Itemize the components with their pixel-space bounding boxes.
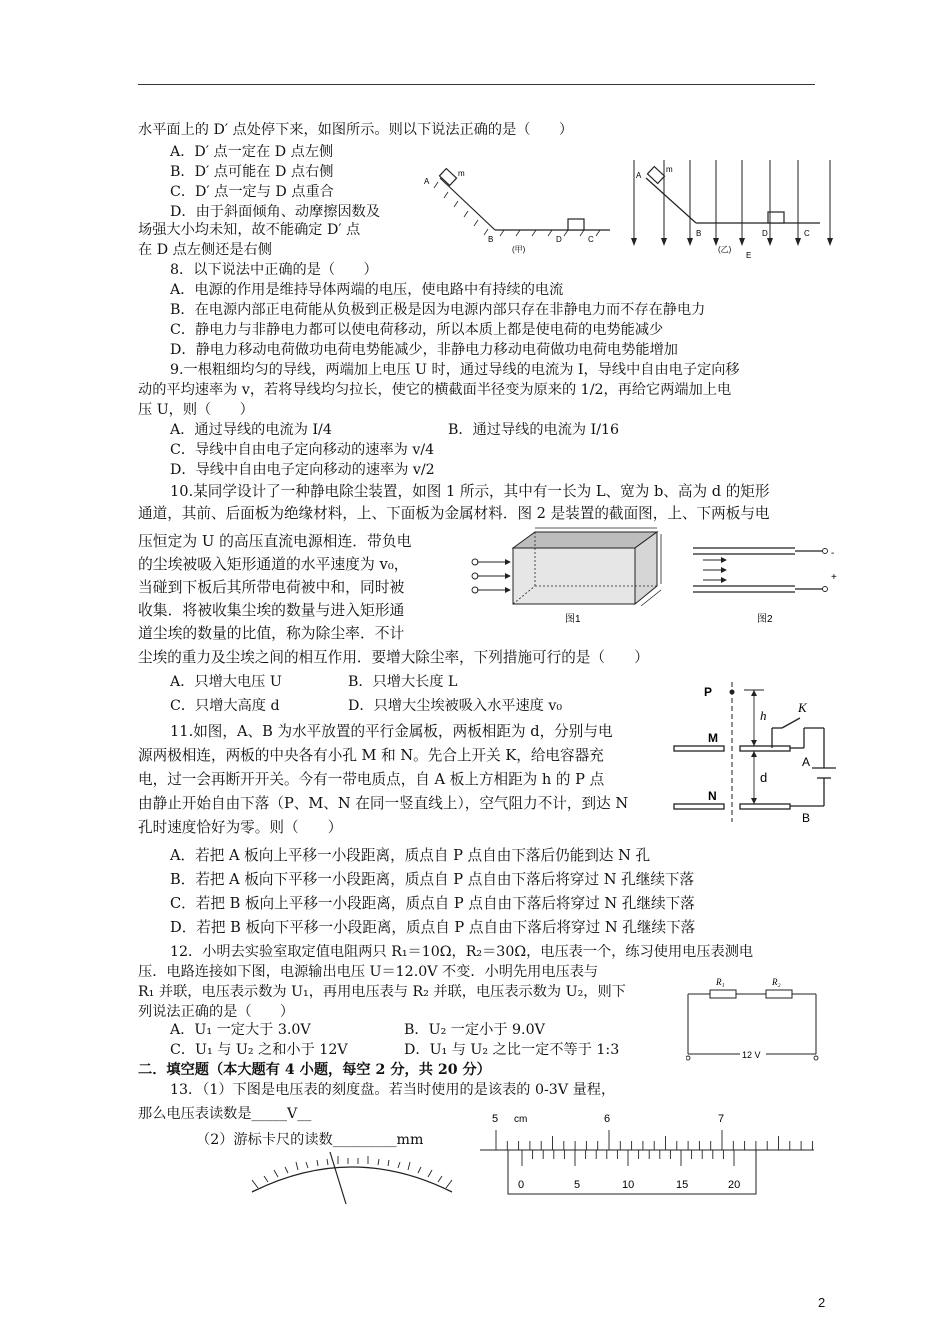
option-a: A．通过导线的电流为 I/4 <box>170 422 332 438</box>
label-c: C <box>588 235 594 244</box>
label-b: B <box>696 229 702 238</box>
voltmeter-dial <box>246 1148 458 1206</box>
option-c: C．只增大高度 d <box>170 698 280 714</box>
caption-fig2: 图2 <box>757 614 773 625</box>
vernier-label-15: 15 <box>676 1179 689 1191</box>
slope-diagram <box>420 158 840 263</box>
text-line: 压 U，则（ ） <box>138 402 254 418</box>
caption-jia: (甲) <box>512 245 526 254</box>
option-c: C．导线中自由电子定向移动的速率为 v/4 <box>170 442 435 458</box>
label-r2: R₂ <box>772 977 781 987</box>
label-a: A <box>636 171 642 180</box>
text-line: 那么电压表读数是_____V__ <box>138 1106 312 1122</box>
text-line: 压．电路连接如下图，电源输出电压 U＝12.0V 不变．小明先用电压表与 <box>138 964 599 980</box>
text-line: R₁ 并联，电压表示数为 U₁，再用电压表与 R₂ 并联，电压表示数为 U₂，则下 <box>138 984 626 1000</box>
label-n: N <box>708 789 717 803</box>
question-13: 13．（1）下图是电压表的刻度盘。若当时使用的是该表的 0-3V 量程， <box>170 1082 616 1098</box>
question-9: 9.一根粗细均匀的导线，两端加上电压 U 时，通过导线的电流为 I，导线中自由电子定向移 <box>170 362 740 378</box>
vernier-caliper <box>478 1108 818 1196</box>
question-11: 11.如图，A、B 为水平放置的平行金属板，两板相距为 d，分别与电 <box>170 723 613 740</box>
label-m: M <box>708 731 718 745</box>
section-heading: 二．填空题（本大题有 4 小题，每空 2 分，共 20 分） <box>138 1062 491 1078</box>
label-d: d <box>760 770 768 785</box>
label-a: A <box>424 177 430 186</box>
text-line: 动的平均速率为 v，若将导线均匀拉长，使它的横截面半径变为原来的 1/2，再给它两端加上电 <box>138 382 732 398</box>
option-a: A．若把 A 板向上平移一小段距离，质点自 P 点自由下落后仍能到达 N 孔 <box>170 847 651 864</box>
unit-label: cm <box>514 1114 528 1125</box>
question-8: 8．以下说法中正确的是（ ） <box>170 262 378 278</box>
option-b: B．D′ 点可能在 D 点右侧 <box>170 164 334 180</box>
page-number: 2 <box>818 1295 826 1310</box>
vernier-label-5: 5 <box>574 1179 581 1191</box>
text-line: 当碰到下板后其所带电荷被中和，同时被 <box>138 579 405 596</box>
main-label-5: 5 <box>492 1113 499 1125</box>
main-label-7: 7 <box>718 1113 725 1125</box>
option-b: B．只增大长度 L <box>348 674 458 690</box>
option-b: B．在电源内部正电荷能从负极到正极是因为电源内部只存在非静电力而不存在静电力 <box>170 302 706 318</box>
text-line: 场强大小均未知，故不能确定 D′ 点 <box>138 222 361 238</box>
option-b: B．U₂ 一定小于 9.0V <box>404 1022 545 1038</box>
text-line: 通道，其前、后面板为绝缘材料，上、下面板为金属材料．图 2 是装置的截面图，上、下两板与电 <box>138 505 770 522</box>
text-line: 由静止开始自由下落（P、M、N 在同一竖直线上），空气阻力不计，到达 N <box>138 795 629 812</box>
label-r1: R₁ <box>716 977 725 987</box>
option-d: D．静电力移动电荷做功电荷电势能减少，非静电力移动电荷做功电荷电势能增加 <box>170 342 678 358</box>
option-d: D．只增大尘埃被吸入水平速度 v₀ <box>348 698 563 714</box>
text-line: 道尘埃的数量的比值，称为除尘率．不计 <box>138 625 405 642</box>
label-p: P <box>704 685 713 699</box>
text-line: 压恒定为 U 的高压直流电源相连．带负电 <box>138 533 412 550</box>
label-voltage: 12 V <box>742 1050 761 1060</box>
option-d: D．导线中自由电子定向移动的速率为 v/2 <box>170 462 435 478</box>
vernier-label-20: 20 <box>728 1179 741 1191</box>
label-d: D <box>556 235 562 244</box>
option-c: C．D′ 点一定与 D 点重合 <box>170 184 334 200</box>
main-label-6: 6 <box>604 1113 611 1125</box>
option-c: C．静电力与非静电力都可以使电荷移动，所以本质上都是使电荷的电势能减少 <box>170 322 664 338</box>
label-c: C <box>804 229 810 238</box>
label-m: m <box>458 169 465 178</box>
question-12: 12．小明去实验室取定值电阻两只 R₁＝10Ω，R₂＝30Ω，电压表一个，练习使用电压表测电 <box>170 944 754 960</box>
option-b: B．若把 A 板向下平移一小段距离，质点自 P 点自由下落后将穿过 N 孔继续下落 <box>170 871 695 888</box>
option-d: D．若把 B 板向下平移一小段距离，质点自 P 点自由下落后将穿过 N 孔继续下落 <box>170 919 696 936</box>
option-a: A．D′ 点一定在 D 点左侧 <box>170 144 334 160</box>
capacitor-diagram <box>664 682 840 824</box>
text-line: 尘埃的重力及尘埃之间的相互作用．要增大除尘率，下列措施可行的是（ ） <box>138 649 649 666</box>
option-a: A．只增大电压 U <box>170 674 282 690</box>
label-a: A <box>802 755 811 769</box>
label-k: K <box>798 700 807 715</box>
text-line: 在 D 点左侧还是右侧 <box>138 242 272 258</box>
caption-fig1: 图1 <box>565 614 581 625</box>
option-b: B．通过导线的电流为 I/16 <box>448 422 620 438</box>
text-line: （2）游标卡尺的读数_________mm <box>196 1132 424 1148</box>
label-e: E <box>746 251 752 260</box>
label-b: B <box>802 811 811 824</box>
dust-collector-diagram <box>455 524 840 628</box>
caption-yi: (乙) <box>718 245 732 254</box>
text-line: 源两极相连，两板的中央各有小孔 M 和 N。先合上开关 K，给电容器充 <box>138 747 604 764</box>
text-line: 水平面上的 D′ 点处停下来，如图所示。则以下说法正确的是（ ） <box>138 122 574 138</box>
label-m: m <box>666 165 673 174</box>
label-h: h <box>760 708 767 723</box>
terminal-plus: + <box>831 572 837 583</box>
label-d: D <box>762 229 768 238</box>
question-10: 10.某同学设计了一种静电除尘装置，如图 1 所示，其中有一长为 L、宽为 b、高为 d 的矩形 <box>170 483 770 500</box>
vernier-label-0: 0 <box>518 1179 525 1191</box>
vernier-label-10: 10 <box>622 1179 635 1191</box>
text-line: 收集．将被收集尘埃的数量与进入矩形通 <box>138 602 405 619</box>
option-d: D．由于斜面倾角、动摩擦因数及 <box>170 204 381 220</box>
terminal-minus: - <box>831 548 835 559</box>
text-line: 孔时速度恰好为零。则（ ） <box>138 819 343 836</box>
option-d: D．U₁ 与 U₂ 之比一定不等于 1:3 <box>404 1042 620 1058</box>
option-c: C．若把 B 板向上平移一小段距离，质点自 P 点自由下落后将穿过 N 孔继续下落 <box>170 895 695 912</box>
text-line: 列说法正确的是（ ） <box>138 1004 295 1020</box>
text-line: 的尘埃被吸入矩形通道的水平速度为 v₀， <box>138 556 409 573</box>
text-line: 电，过一会再断开开关。今有一带电质点，自 A 板上方相距为 h 的 P 点 <box>138 771 605 788</box>
option-a: A．U₁ 一定大于 3.0V <box>170 1022 311 1038</box>
label-b: B <box>488 235 494 244</box>
resistor-circuit-diagram <box>686 970 822 1066</box>
header-rule <box>138 84 815 85</box>
option-a: A．电源的作用是维持导体两端的电压，使电路中有持续的电流 <box>170 282 564 298</box>
option-c: C．U₁ 与 U₂ 之和小于 12V <box>170 1042 348 1058</box>
